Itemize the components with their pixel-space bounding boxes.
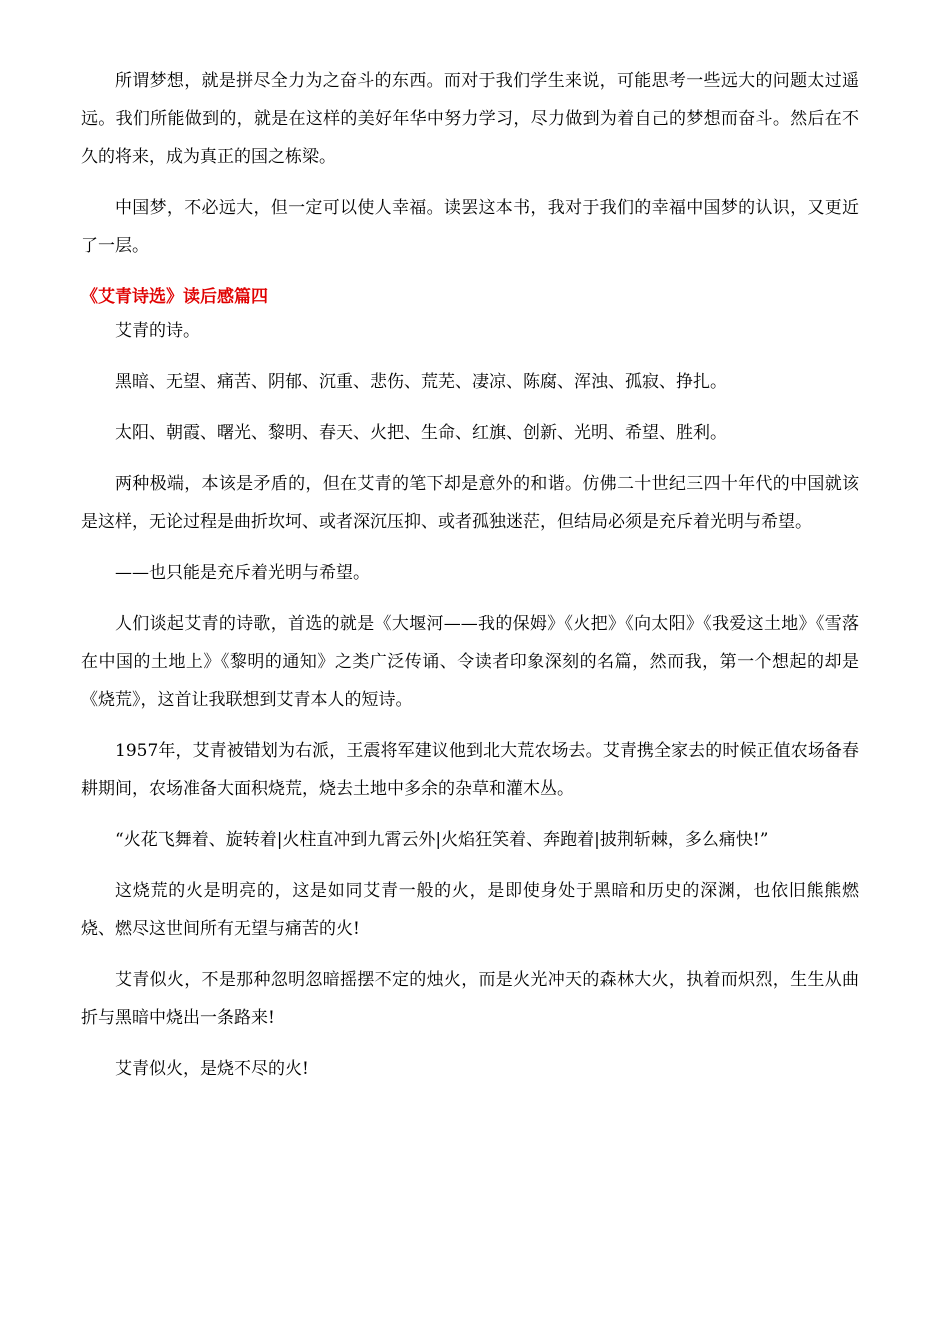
paragraph-bright-fire: 这烧荒的火是明亮的，这是如同艾青一般的火，是即使身处于黑暗和历史的深渊，也依旧熊熊燃烧、燃尽这世间所有无望与痛苦的火! (81, 881, 859, 939)
poem-quote: “火花飞舞着、旋转着|火柱直冲到九霄云外|火焰狂笑着、奔跑着|披荆斩棘，多么痛快!” (115, 830, 769, 850)
paragraph-forest-fire: 艾青似火，不是那种忽明忽暗摇摆不定的烛火，而是火光冲天的森林大火，执着而炽烈，生生从曲折与黑暗中烧出一条路来! (81, 970, 859, 1028)
paragraph-dark-words: 黑暗、无望、痛苦、阴郁、沉重、悲伤、荒芜、凄凉、陈腐、浑浊、孤寂、挣扎。 (115, 372, 727, 392)
paragraph-famous-poems: 人们谈起艾青的诗歌，首选的就是《大堰河——我的保姆》《火把》《向太阳》《我爱这土地》《雪落在中国的土地上》《黎明的通知》之类广泛传诵、令读者印象深刻的名篇，然而我，第一个想起的却是《烧荒》，这首让我联想到艾青本人的短诗。 (81, 614, 859, 710)
paragraph-dream: 所谓梦想，就是拼尽全力为之奋斗的东西。而对于我们学生来说，可能思考一些远大的问题太过遥远。我们所能做到的，就是在这样的美好年华中努力学习，尽力做到为着自己的梦想而奋斗。然后在不久的将来，成为真正的国之栋梁。 (81, 71, 859, 167)
paragraph-light-words: 太阳、朝霞、曙光、黎明、春天、火把、生命、红旗、创新、光明、希望、胜利。 (115, 423, 727, 443)
paragraph-intro: 艾青的诗。 (115, 321, 200, 341)
paragraph-closing: 艾青似火，是烧不尽的火! (115, 1059, 309, 1079)
paragraph-extremes: 两种极端，本该是矛盾的，但在艾青的笔下却是意外的和谐。仿佛二十世纪三四十年代的中国就该是这样，无论过程是曲折坎坷、或者深沉压抑、或者孤独迷茫，但结局必须是充斥着光明与希望。 (81, 474, 859, 532)
paragraph-hope: ——也只能是充斥着光明与希望。 (115, 563, 370, 583)
document-page (81, 62, 859, 1101)
section-heading: 《艾青诗选》读后感篇四 (81, 287, 268, 307)
paragraph-1957: 1957年，艾青被错划为右派，王震将军建议他到北大荒农场去。艾青携全家去的时候正值农场备春耕期间，农场准备大面积烧荒，烧去土地中多余的杂草和灌木丛。 (81, 741, 859, 799)
paragraph-china-dream: 中国梦，不必远大，但一定可以使人幸福。读罢这本书，我对于我们的幸福中国梦的认识，又更近了一层。 (81, 198, 859, 256)
